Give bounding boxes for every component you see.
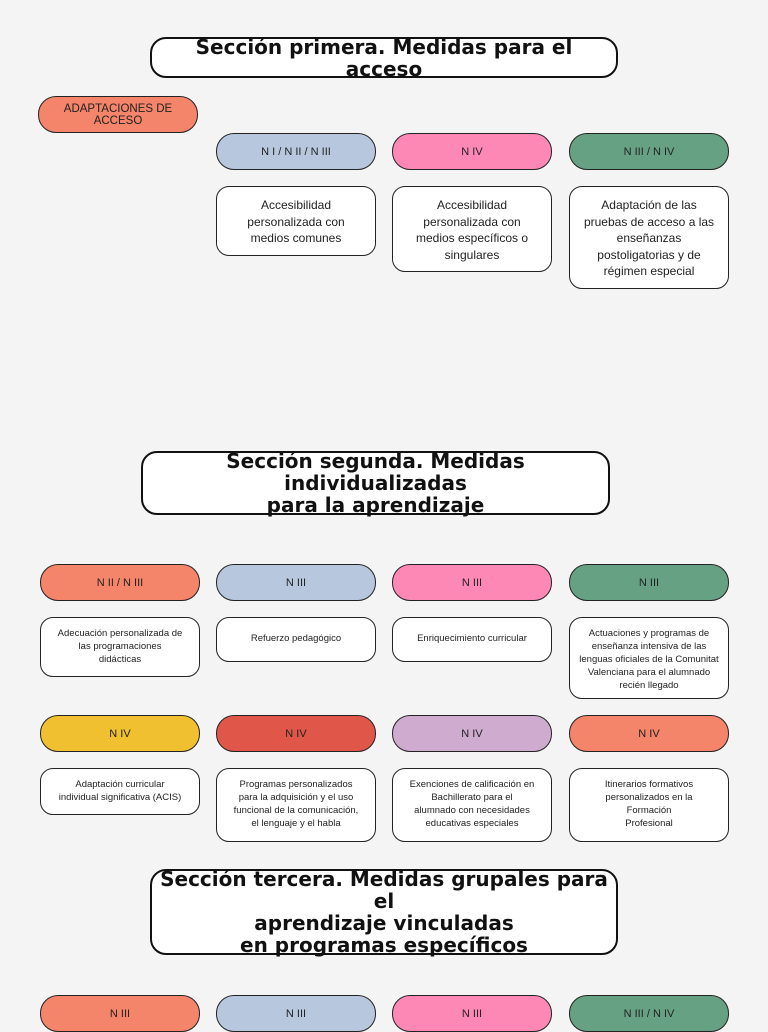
section3-title: Sección tercera. Medidas grupales para el aprendizaje vinculadas en programas específicos (150, 869, 618, 955)
level-pill: N IV (40, 715, 200, 752)
measure-box: Accesibilidad personalizada con medios comunes (216, 186, 376, 256)
level-pill: N IV (392, 715, 552, 752)
level-pill: N IV (569, 715, 729, 752)
measure-box: Exenciones de calificación en Bachillerato para el alumnado con necesidades educativas especiales (392, 768, 552, 842)
level-pill: N III / N IV (569, 995, 729, 1032)
level-pill: N III / N IV (569, 133, 729, 170)
level-pill: N III (392, 995, 552, 1032)
level-pill: N IV (392, 133, 552, 170)
level-pill: N III (569, 564, 729, 601)
measure-box: Actuaciones y programas de enseñanza intensiva de las lenguas oficiales de la Comunitat Valenciana para el alumnado recién llegado (569, 617, 729, 699)
level-pill: N III (392, 564, 552, 601)
measure-box: Itinerarios formativos personalizados en la Formación Profesional (569, 768, 729, 842)
level-pill: N III (40, 995, 200, 1032)
section2-title: Sección segunda. Medidas individualizadas para la aprendizaje (141, 451, 610, 515)
access-adaptations-tag: ADAPTACIONES DE ACCESO (38, 96, 198, 133)
measure-box: Programas personalizados para la adquisición y el uso funcional de la comunicación, el lenguaje y el habla (216, 768, 376, 842)
measure-box: Accesibilidad personalizada con medios específicos o singulares (392, 186, 552, 272)
measure-box: Enriquecimiento curricular (392, 617, 552, 662)
measure-box: Refuerzo pedagógico (216, 617, 376, 662)
level-pill: N IV (216, 715, 376, 752)
level-pill: N I / N II / N III (216, 133, 376, 170)
measure-box: Adecuación personalizada de las programaciones didácticas (40, 617, 200, 677)
level-pill: N II / N III (40, 564, 200, 601)
section1-title: Sección primera. Medidas para el acceso (150, 37, 618, 78)
measure-box: Adaptación de las pruebas de acceso a las enseñanzas postoligatorias y de régimen especial (569, 186, 729, 289)
level-pill: N III (216, 995, 376, 1032)
measure-box: Adaptación curricular individual significativa (ACIS) (40, 768, 200, 815)
level-pill: N III (216, 564, 376, 601)
